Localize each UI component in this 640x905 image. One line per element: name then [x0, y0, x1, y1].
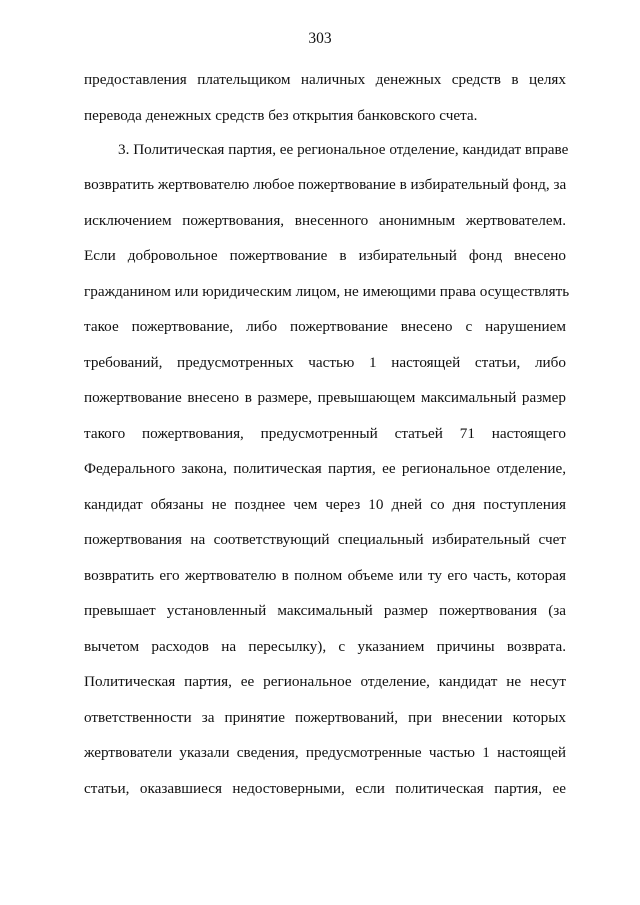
text-line: предоставления плательщиком наличных денежных средств в целях	[84, 71, 566, 88]
paragraph-continuation	[84, 62, 566, 133]
text-line: такое пожертвование, либо пожертвование внесено с нарушением	[84, 318, 566, 335]
text-line: гражданином или юридическим лицом, не имеющими права осуществлять	[84, 282, 570, 300]
text-line: возвратить его жертвователю в полном объеме или ту его часть, которая	[84, 566, 566, 584]
text-line: пожертвование внесено в размере, превышающем максимальный размер	[84, 389, 566, 406]
page-text	[84, 62, 570, 806]
text-line: пожертвования на соответствующий специальный избирательный счет	[84, 531, 566, 548]
text-line: 3. Политическая партия, ее региональное отделение, кандидат вправе	[118, 141, 569, 158]
text-line: Если добровольное пожертвование в избирательный фонд внесено	[84, 247, 566, 264]
text-line: такого пожертвования, предусмотренный статьей 71 настоящего	[84, 424, 566, 442]
text-line: Федерального закона, политическая партия, ее региональное отделение,	[84, 460, 566, 477]
text-line: перевода денежных средств без открытия банковского счета.	[84, 106, 478, 124]
text-line: Политическая партия, ее региональное отделение, кандидат не несут	[84, 673, 566, 690]
text-line: ответственности за принятие пожертвований, при внесении которых	[84, 708, 566, 726]
paragraph-3	[84, 133, 570, 806]
text-line: возвратить жертвователю любое пожертвование в избирательный фонд, за	[84, 176, 567, 193]
text-line: требований, предусмотренных частью 1 настоящей статьи, либо	[84, 353, 566, 371]
page-number: 303	[308, 30, 332, 47]
text-line: жертвователи указали сведения, предусмотренные частью 1 настоящей	[84, 744, 566, 761]
text-line: статьи, оказавшиеся недостоверными, если политическая партия, ее	[84, 779, 566, 797]
text-line: превышает установленный максимальный размер пожертвования (за	[84, 602, 566, 619]
text-line: кандидат обязаны не позднее чем через 10 дней со дня поступления	[84, 495, 566, 513]
text-line: исключением пожертвования, внесенного анонимным жертвователем.	[84, 211, 566, 229]
text-line: вычетом расходов на пересылку), с указанием причины возврата.	[84, 637, 566, 655]
